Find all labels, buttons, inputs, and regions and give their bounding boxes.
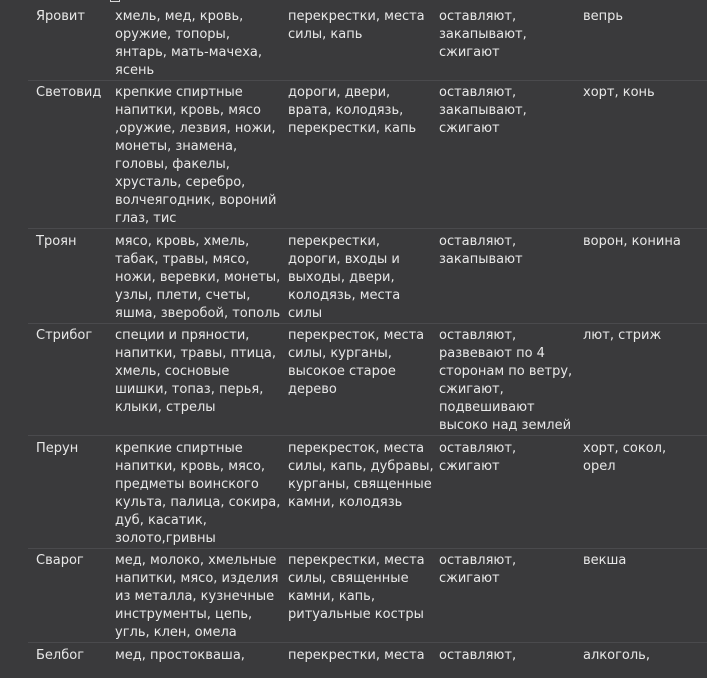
animals-cell: хорт, конь bbox=[583, 85, 655, 100]
animals-cell: алкоголь, bbox=[583, 648, 650, 663]
action-cell: оставляют, закапывают, сжигают bbox=[439, 85, 527, 136]
god-name: Троян bbox=[36, 234, 77, 249]
animals-cell: вепрь bbox=[583, 9, 624, 24]
places-cell: дороги, двери, врата, колодязь, перекрестки, капь bbox=[288, 85, 417, 136]
god-name: Перун bbox=[36, 441, 79, 456]
table-row bbox=[28, 8, 707, 81]
offerings-cell: хмель, мед, кровь, оружие, топоры, янтарь, мать-мачеха, ясень bbox=[115, 9, 262, 78]
table-row bbox=[28, 327, 707, 436]
offerings-cell: мед, молоко, хмельные напитки, мясо, изделия из металла, кузнечные инструменты, цепь, угль, клен, омела bbox=[115, 553, 279, 640]
table-row bbox=[28, 440, 707, 549]
offerings-cell: крепкие спиртные напитки, кровь, мясо ,оружие, лезвия, ножи, монеты, знамена, головы, факелы, хрусталь, серебро, волчеягодник, вороний глаз, тис bbox=[115, 85, 277, 226]
places-cell: перекрестки, места силы, капь bbox=[288, 9, 425, 42]
action-cell: оставляют, сжигают bbox=[439, 553, 517, 586]
table-row bbox=[28, 552, 707, 643]
action-cell: оставляют, развевают по 4 сторонам по ветру, сжигают, подвешивают высоко над землей bbox=[439, 328, 573, 433]
god-name: Стрибог bbox=[36, 328, 93, 343]
god-name: Световид bbox=[36, 85, 102, 100]
god-name: Белбог bbox=[36, 648, 85, 663]
offerings-cell: мед, простокваша, bbox=[115, 648, 245, 663]
action-cell: оставляют, закапывают, сжигают bbox=[439, 9, 527, 60]
offerings-cell: специи и пряности, напитки, травы, птица, хмель, сосновые шишки, топаз, перья, клыки, стрелы bbox=[115, 328, 277, 415]
action-cell: оставляют, закапывают bbox=[439, 234, 523, 267]
action-cell: оставляют, bbox=[439, 648, 517, 663]
action-cell: оставляют, сжигают bbox=[439, 441, 517, 474]
places-cell: перекресток, места силы, капь, дубравы, курганы, священные камни, колодязь bbox=[288, 441, 434, 510]
animals-cell: ворон, конина bbox=[583, 234, 681, 249]
places-cell: перекрестки, места bbox=[288, 648, 425, 663]
table-row bbox=[28, 647, 707, 678]
table-row bbox=[28, 233, 707, 324]
places-cell: перекрестки, дороги, входы и выходы, двери, колодязь, места силы bbox=[288, 234, 401, 321]
offerings-cell: крепкие спиртные напитки, кровь, мясо, предметы воинского культа, палица, сокира, дуб, касатик, золото,гривны bbox=[115, 441, 281, 546]
animals-cell: векша bbox=[583, 553, 627, 568]
god-name: Яровит bbox=[36, 9, 85, 24]
clipped-glyph bbox=[110, 0, 120, 2]
animals-cell: хорт, сокол, орел bbox=[583, 441, 667, 474]
god-name: Сварог bbox=[36, 553, 84, 568]
places-cell: перекрестки, места силы, священные камни, капь, ритуальные костры bbox=[288, 553, 425, 622]
table-row bbox=[28, 84, 707, 229]
places-cell: перекресток, места силы, курганы, высокое старое дерево bbox=[288, 328, 425, 397]
animals-cell: лют, стриж bbox=[583, 328, 662, 343]
offerings-cell: мясо, кровь, хмель, табак, травы, мясо, ножи, веревки, монеты, узлы, плети, счеты, яшма, зверобой, тополь bbox=[115, 234, 281, 321]
